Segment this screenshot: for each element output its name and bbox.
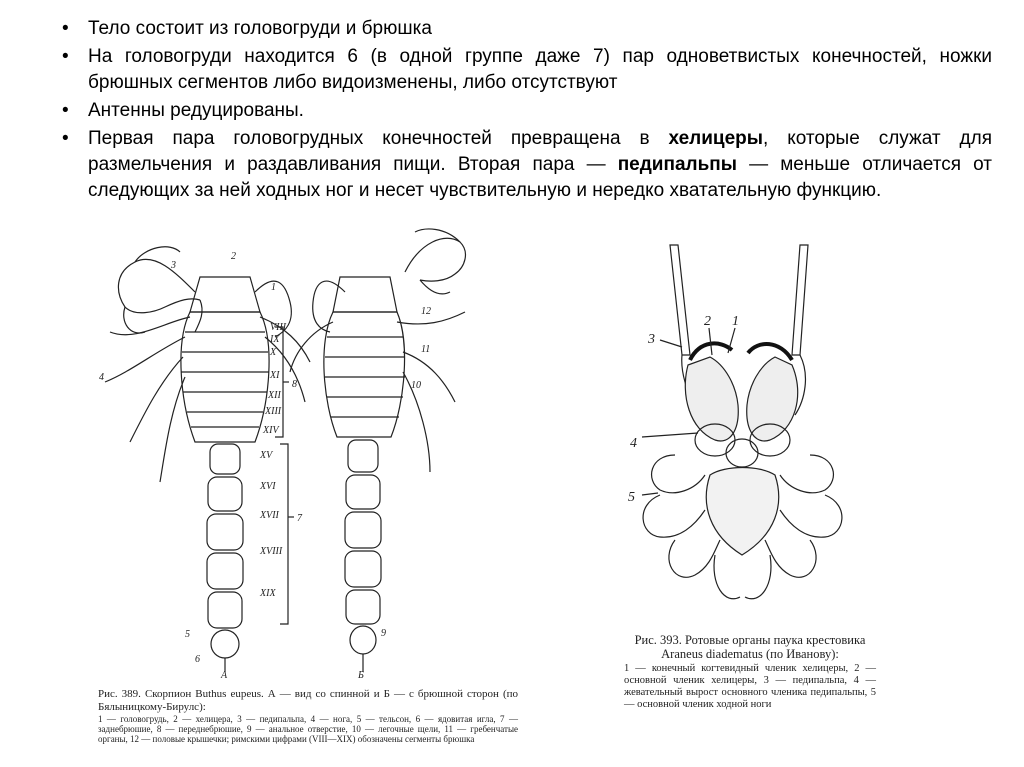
label-roman-10: X: [270, 347, 277, 358]
bullet-list: [62, 16, 992, 206]
label-view-a: А: [221, 670, 228, 681]
label-11: 11: [421, 344, 431, 355]
label-roman-9: IX: [270, 334, 280, 345]
label-1: 1: [271, 282, 276, 293]
label-roman-14: XIV: [263, 425, 279, 436]
label-6: 6: [195, 654, 200, 665]
label-9: 9: [381, 628, 386, 639]
label-roman-13: XIII: [265, 406, 282, 417]
label-roman-8: VIII: [270, 322, 287, 333]
label-roman-18: XVIII: [260, 546, 283, 557]
label-5: 5: [185, 629, 190, 640]
figure-389-caption-main: Рис. 389. Скорпион Buthus eupeus. А — вид со спинной и Б — с брюшной сторон (по Бялыницкому-Бирулс):: [98, 688, 518, 713]
spider-mouthparts-illustration: [620, 225, 890, 625]
label-2: 2: [231, 251, 236, 262]
label-12: 12: [421, 306, 431, 317]
label-10: 10: [411, 380, 421, 391]
label-393-3: 3: [648, 332, 655, 347]
label-roman-12: XII: [268, 390, 281, 401]
bullet-4: • Первая пара головогрудных конечностей превращена в хелицеры, которые служат для размельчения и раздавливания пищи. Вторая пара — педипальпы — меньше отличается от следующих за ней ходных ног и несет чувствительную и нередко хватательную функцию.: [62, 126, 992, 204]
label-roman-19: XIX: [260, 588, 276, 599]
label-393-1: 1: [732, 314, 739, 329]
label-roman-17: XVII: [260, 510, 279, 521]
label-4: 4: [99, 372, 104, 383]
figure-393-caption-main: Рис. 393. Ротовые органы паука крестовика Araneus diadematus (по Иванову):: [634, 633, 866, 661]
scorpion-illustration: [85, 212, 495, 684]
scorpion-dorsal-view: [105, 247, 310, 672]
label-roman-15: XV: [260, 450, 273, 461]
bullet-2: • На головогруди находится 6 (в одной группе даже 7) пар одноветвистых конечностей, ножки брюшных сегментов либо видоизменены, либо отсутствуют: [62, 44, 992, 96]
label-3: 3: [171, 260, 176, 271]
label-8: 8: [292, 379, 297, 390]
label-view-b: Б: [358, 670, 364, 681]
label-393-2: 2: [704, 314, 711, 329]
scorpion-ventral-view: [290, 229, 465, 672]
figure-393-caption-sub: 1 — конечный когтевидный членик хелицеры, 2 — основной членик хелицеры, 3 — педипальпа, 4 — жевательный вырост основного членика педипальпы, 5 — основной членик ходной ноги: [624, 663, 876, 710]
label-393-4: 4: [630, 436, 637, 451]
label-roman-16: XVI: [260, 481, 276, 492]
label-7: 7: [297, 513, 302, 524]
figure-389-caption-sub: 1 — головогрудь, 2 — хелицера, 3 — педипальпа, 4 — нога, 5 — тельсон, 6 — ядовитая игла, 7 — заднебрюшие, 8 — переднебрюшие, 9 — анальное отверстие, 10 — легочные щели, 11 — гребенчатые органы, 12 — половые крышечки; римскими цифрами (VIII—XIX) обозначены сегменты брюшка: [98, 714, 518, 744]
term-pedipalps: педипальпы: [617, 154, 737, 175]
bullet-1: • Тело состоит из головогруди и брюшка: [62, 16, 992, 42]
bullet-3: • Антенны редуцированы.: [62, 98, 992, 124]
term-chelicerae: хелицеры: [668, 128, 764, 149]
figure-393-caption: [624, 633, 876, 711]
figure-389-caption: [98, 688, 518, 744]
label-roman-11: XI: [270, 370, 280, 381]
label-393-5: 5: [628, 490, 635, 505]
